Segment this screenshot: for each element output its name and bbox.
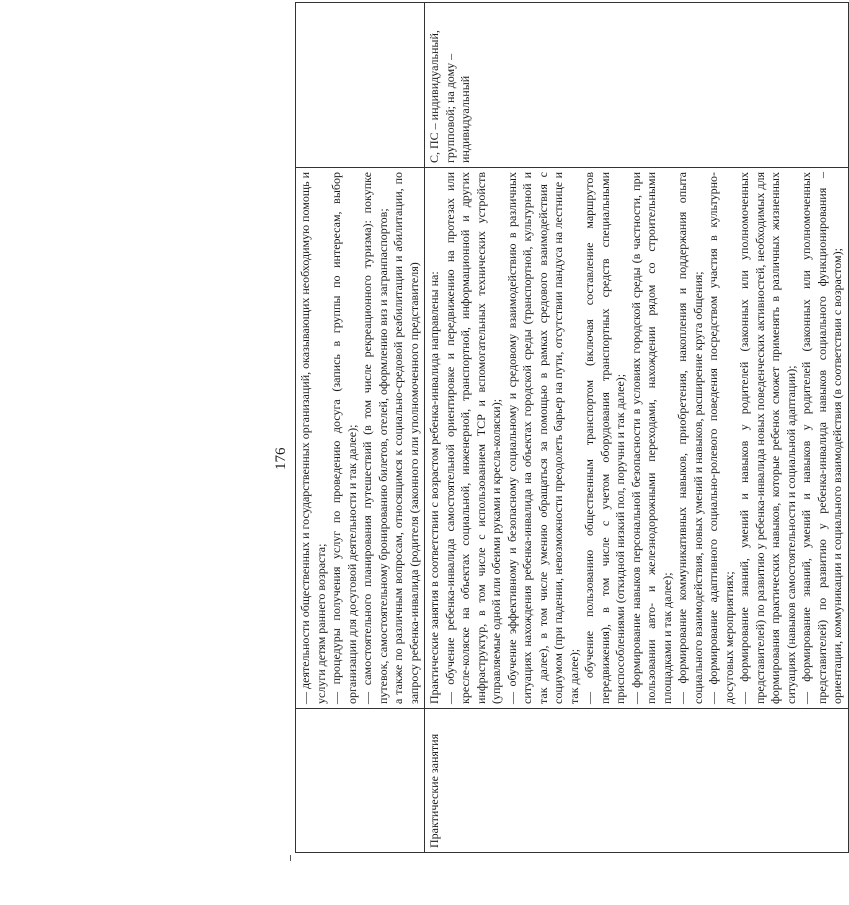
- program-table: [295, 2, 849, 853]
- margin-mark: [290, 855, 291, 861]
- paragraph: — деятельности общественных и государственных организаций, оказывающих необходимую помощь и услуги детям раннего возраста;: [298, 172, 328, 704]
- paragraph: а также по различным вопросам, относящимся к социально-средовой реабилитации и абилитации, по запросу ребенка-инвалида (родителя (законного или уполномоченного представителя): [391, 172, 421, 704]
- paragraph: — обучение ребенка-инвалида самостоятельной ориентировке и передвижению на протезах или кресле-коляске на объектах социальной, инженерной, транспортной, информационной и других инфраструктур, в том числе с использованием ТСР и вспомогательных технических устройств (управляемые одной или обеими руками и кресла-коляски);: [442, 172, 503, 704]
- form-cell: С, ПС – индивидуальный, групповой; на дому – индивидуальный: [425, 3, 849, 168]
- content-cell-continuation: [296, 168, 425, 709]
- paragraph: — формирование адаптивного социально-ролевого поведения посредством участия в культурно-досуговых мероприятиях;: [706, 172, 736, 704]
- paragraph: — формирование коммуникативных навыков, приобретения, накопления и поддержания опыта социального взаимодействия, новых умений и навыков, расширение круга общения;: [675, 172, 705, 704]
- page-number: 176: [273, 447, 289, 470]
- paragraph: — формирование навыков персональной безопасности в условиях городской среды (в частности, при пользовании авто- и железнодорожными переходами, нахождении рядом со строительными площадками и так далее);: [628, 172, 674, 704]
- paragraph: Практические занятия в соответствии с возрастом ребенка-инвалида направлены на:: [427, 271, 441, 704]
- paragraph: — обучение эффективному и безопасному социальному и средовому взаимодействию в различных ситуациях нахождения ребенка-инвалида на объектах городской среды (транспортной, культурной и так далее), в том числе умению обращаться за помощью в рамках средового взаимодействия с социумом (при падении, невозможности преодолеть барьер на пути, отсутствии пандуса на лестнице и так далее);: [504, 172, 581, 704]
- paragraph: — процедуры получения услуг по проведению досуга (запись в группы по интересам, выбор организации для досуговой деятельности и так далее);: [329, 172, 359, 704]
- label-cell-empty: [296, 709, 425, 853]
- paragraph: — самостоятельного планирования путешествий (в том числе рекреационного туризма): покупке путевок, самостоятельному бронированию билетов, отелей, оформлению виз и загранпаспортов;: [360, 172, 390, 704]
- form-cell-empty: [296, 3, 425, 168]
- paragraph: — формирование знаний, умений и навыков у родителей (законных или уполномоченных представителей) по развитию у ребенка-инвалида навыков социального функционирования – ориентации, коммуникации и социального взаимодействия (в соответствии с возрастом);: [799, 172, 844, 704]
- paragraph: — формирование знаний, умений и навыков у родителей (законных или уполномоченных представителей) по развитию у ребенка-инвалида новых поведенческих активностей, необходимых для формирования практических навыков, которые ребенок сможет применять в различных жизненных ситуациях (навыков самостоятельности и социальной адаптации);: [737, 172, 798, 704]
- table-row-continuation: [296, 3, 425, 853]
- table-row-practical: [425, 3, 849, 853]
- content-cell-practical: [425, 168, 849, 709]
- activity-label: Практические занятия: [425, 709, 849, 853]
- paragraph: — обучение пользованию общественным транспортом (включая составление маршрутов передвижения), в том числе с учетом оборудования транспортных средств специальными приспособлениями (откидной низкий пол, поручни и так далее);: [582, 172, 627, 704]
